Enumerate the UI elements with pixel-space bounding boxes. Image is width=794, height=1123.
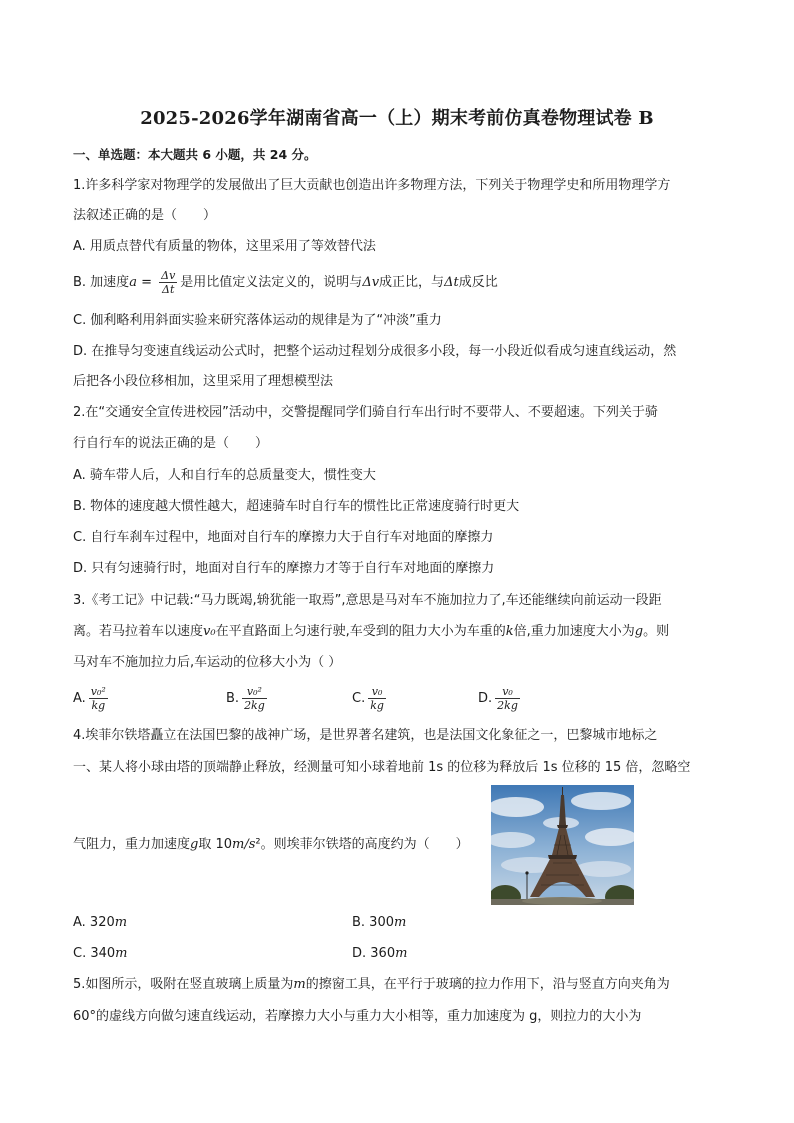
q2-option-c: C. 自行车刹车过程中，地面对自行车的摩擦力大于自行车对地面的摩擦力: [73, 530, 494, 545]
section-heading: 一、单选题：本大题共 6 小题，共 24 分。: [73, 147, 317, 162]
q4-stem-line1: 4.埃菲尔铁塔矗立在法国巴黎的战神广场，是世界著名建筑，也是法国文化象征之一，巴黎城市地标之: [73, 728, 658, 743]
q3-stem-line3: 马对车不施加拉力后,车运动的位移大小为（ ）: [73, 655, 342, 670]
q3-option-b: B. $\frac{\text{v₀²}}{2kg}$: [226, 685, 265, 712]
q1-option-c: C. 伽利略利用斜面实验来研究落体运动的规律是为了“冲淡”重力: [73, 313, 442, 328]
q2-option-b: B. 物体的速度越大惯性越大，超速骑车时自行车的惯性比正常速度骑行时更大: [73, 499, 520, 514]
q3-option-a: A. $\frac{\text{v₀²}}{kg}$: [73, 685, 106, 712]
q2-stem-line2: 行自行车的说法正确的是（ ）: [73, 436, 269, 451]
q2-stem-line1: 2.在“交通安全宣传进校园”活动中，交警提醒同学们骑自行车出行时不要带人、不要超速。下列关于骑: [73, 405, 658, 420]
page-title: 2025-2026学年湖南省高一（上）期末考前仿真卷物理试卷 B: [140, 108, 654, 129]
q3-option-c: C. $\frac{\text{v₀}}{kg}$: [352, 685, 384, 712]
q4-stem-line2: 一、某人将小球由塔的顶端静止释放，经测量可知小球着地前 1s 的位移为释放后 1s 位移的 15 倍，忽略空: [73, 760, 691, 775]
q4-option-c: C. 340m: [73, 946, 128, 961]
q5-stem-line2: 60°的虚线方向做匀速直线运动，若摩擦力大小与重力大小相等，重力加速度为 g，则拉力的大小为: [73, 1009, 642, 1024]
eiffel-tower-photo: [491, 785, 634, 905]
q2-option-d: D. 只有匀速骑行时，地面对自行车的摩擦力才等于自行车对地面的摩擦力: [73, 561, 495, 576]
q3-stem-line1: 3.《考工记》中记载:“马力既竭,辀犹能一取焉”,意思是马对车不施加拉力了,车还能继续向前运动一段距: [73, 593, 662, 608]
q4-stem-line3: 气阻力，重力加速度g取 10m/s²。则埃菲尔铁塔的高度约为（ ）: [73, 837, 469, 852]
q1-option-b: B. 加速度a = $\frac{\Delta v}{\Delta t}$ 是用比值定义法定义的，说明与Δv成正比，与Δt成反比: [73, 269, 498, 296]
q1-stem-line1: 1.许多科学家对物理学的发展做出了巨大贡献也创造出许多物理方法，下列关于物理学史和所用物理学方: [73, 178, 671, 193]
q4-option-a: A. 320m: [73, 915, 128, 930]
q1-option-a: A. 用质点替代有质量的物体，这里采用了等效替代法: [73, 239, 376, 254]
q3-option-d: D. $\frac{\text{v₀}}{2kg}$: [478, 685, 518, 712]
q1-option-d-line1: D. 在推导匀变速直线运动公式时，把整个运动过程划分成很多小段，每一小段近似看成匀速直线运动，然: [73, 344, 677, 359]
q4-option-b: B. 300m: [352, 915, 407, 930]
q1-option-d-line2: 后把各小段位移相加，这里采用了理想模型法: [73, 374, 334, 389]
q1-stem-line2: 法叙述正确的是（ ）: [73, 208, 217, 223]
q5-stem-line1: 5.如图所示，吸附在竖直玻璃上质量为m的擦窗工具，在平行于玻璃的拉力作用下，沿与竖直方向夹角为: [73, 977, 670, 992]
q2-option-a: A. 骑车带人后，人和自行车的总质量变大，惯性变大: [73, 468, 376, 483]
q3-stem-line2: 离。若马拉着车以速度v₀在平直路面上匀速行驶,车受到的阻力大小为车重的k倍,重力加速度大小为g。则: [73, 624, 670, 639]
q4-option-d: D. 360m: [352, 946, 408, 961]
fraction: $\frac{\Delta v}{\Delta t}$: [161, 269, 176, 296]
